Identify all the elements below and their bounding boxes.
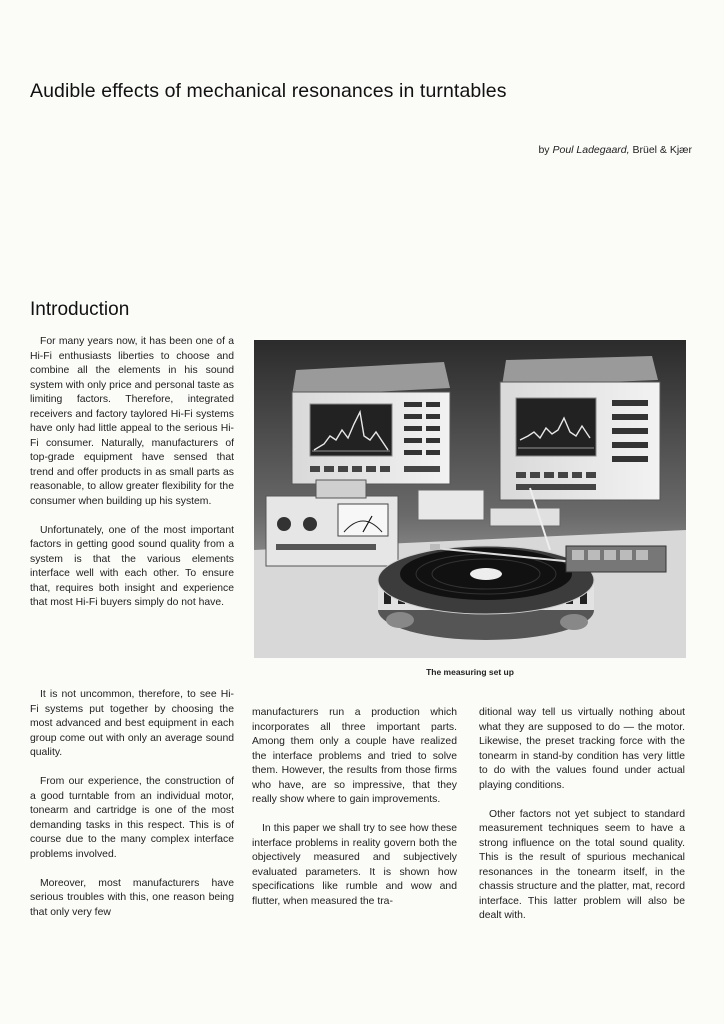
left-analyzer — [292, 362, 450, 484]
byline — [538, 144, 692, 156]
column-1-top — [30, 335, 234, 611]
affiliation: Brüel & Kjær — [629, 144, 692, 156]
section-heading: Introduction — [30, 299, 130, 320]
paragraph: ditional way tell us virtually nothing about what they are supposed to do — the motor. Likewise, the preset tracking force with the tonearm in stand-by condition has very little to do with the values found under actual playing conditions. — [479, 707, 685, 791]
article-title: Audible effects of mechanical resonances in turntables — [30, 80, 507, 102]
column-1-bottom — [30, 688, 234, 920]
right-analyzer — [500, 356, 660, 500]
paragraph: From our experience, the construction of a good turntable from an individual motor, tonearm and cartridge is one of the most demanding tasks in this respect. This is of course due to the many complex interface problems involved. — [30, 776, 234, 860]
paragraph: Moreover, most manufacturers have serious troubles with this, one reason being that only very few — [30, 877, 234, 918]
paragraph: Unfortunately, one of the most important factors in getting good sound quality from a system is that the various elements interface well with each other. To ensure that, requires both insight and experience that most Hi-Fi buyers simply do not have. — [30, 524, 234, 608]
column-3 — [479, 706, 685, 924]
author-name: Poul Ladegaard, — [552, 144, 630, 156]
figure-caption: The measuring set up — [426, 667, 514, 677]
column-2 — [252, 706, 457, 909]
byline-prefix: by — [538, 144, 553, 156]
paragraph: It is not uncommon, therefore, to see Hi-Fi systems put together by choosing the most advanced and best equipment in each group come out with only an average sound quality. — [30, 689, 234, 758]
photo-illustration — [254, 340, 686, 658]
measuring-setup-photo — [254, 340, 686, 658]
paragraph: In this paper we shall try to see how these interface problems in reality govern both the objectively measured and subjectively evaluated parameters. It is shown how specifications like rumble and wow and flutter, when measured the tra- — [252, 823, 457, 907]
paragraph: Other factors not yet subject to standard measurement techniques seem to have a strong influence on the total sound quality. This is the result of spurious mechanical resonances in the tonearm itself, in the chassis structure and the platter, mat, record interface. This latter problem will also be dealt with. — [479, 808, 685, 921]
paragraph: manufacturers run a production which incorporates all three important parts. Among them only a couple have realized the interface problems and tried to solve them. However, the results from those firms who have, are so impressive, that they really show where to gain improvements. — [252, 707, 457, 805]
turntable — [378, 544, 594, 640]
paragraph: For many years now, it has been one of a Hi-Fi enthusiasts liberties to choose and combine all the elements in his sound system with only price and personal taste as limiting factors. Therefore, integrated receivers and factory taylored Hi-Fi systems have only had little appeal to the serious Hi-Fi consumer. Naturally, manufacturers of top-grade equipment have sensed that trend and offer products in as small parts as reasonable, to allow greater flexibility for the consumer when building up his system. — [30, 336, 234, 507]
